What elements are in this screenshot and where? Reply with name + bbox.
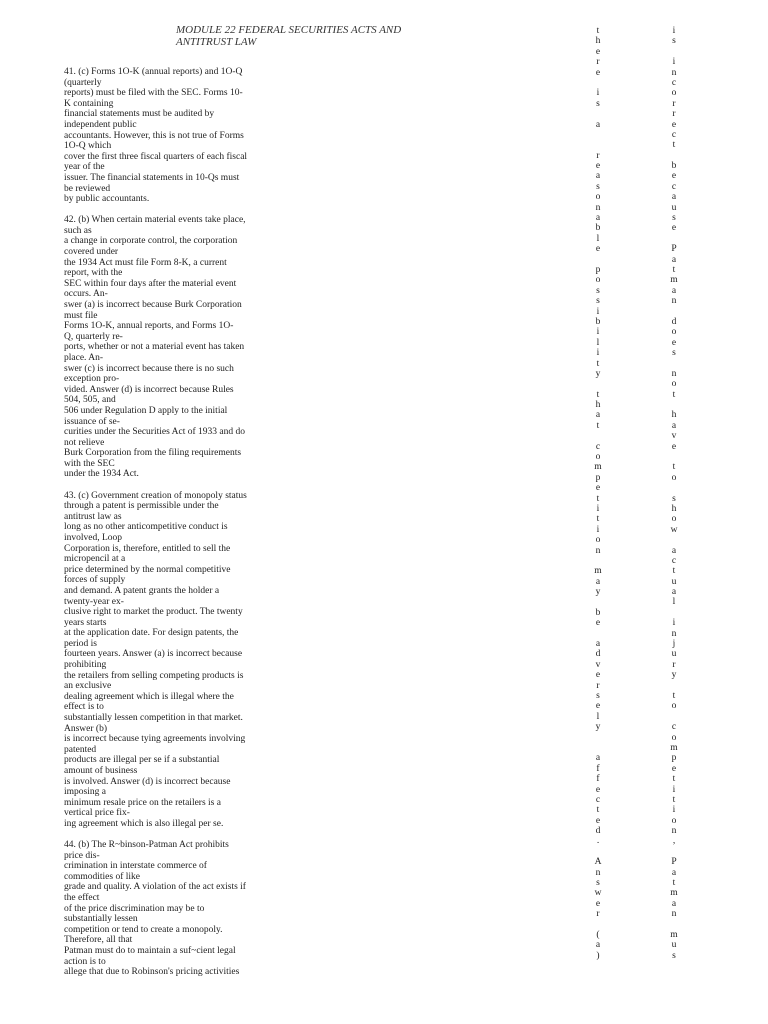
vertical-letter [667, 712, 681, 722]
vertical-letter: p [671, 753, 677, 764]
text-line: Therefore, all that [64, 935, 133, 946]
vertical-letter: t [672, 566, 676, 577]
vertical-letter: e [671, 337, 677, 348]
text-line: be reviewed [64, 183, 111, 194]
vertical-letter: e [595, 67, 601, 78]
vertical-letter: i [672, 57, 676, 68]
text-line: products are illegal per se if a substantial [64, 755, 220, 766]
vertical-letter: i [672, 784, 676, 795]
vertical-letter: o [671, 701, 677, 712]
text-line: must file [64, 310, 98, 321]
module-title-line-1: MODULE 22 FEDERAL SECURITIES ACTS AND [176, 24, 402, 36]
text-line: forces of supply [64, 575, 126, 586]
vertical-letter: m [670, 275, 678, 286]
vertical-letter: o [595, 452, 601, 463]
vertical-letter: h [671, 410, 677, 421]
vertical-letter: m [670, 929, 678, 940]
text-line: 44. (b) The R~binson-Patman Act prohibits [64, 840, 229, 851]
vertical-letter: n [671, 296, 677, 307]
vertical-letter [591, 733, 605, 743]
text-line: 41. (c) Forms 1O-K (annual reports) and 1O-Q [64, 67, 243, 77]
vertical-letter: t [672, 878, 676, 889]
text-line: minimum resale price on the retailers is a [64, 797, 221, 808]
vertical-letter: t [596, 358, 600, 369]
vertical-letter: n [595, 545, 601, 556]
vertical-letter [591, 431, 605, 441]
vertical-letter: s [596, 878, 600, 889]
vertical-letter: n [671, 826, 677, 837]
answer-42 [64, 215, 289, 480]
vertical-letter [667, 307, 681, 317]
answer-41 [64, 67, 289, 205]
vertical-letter: t [596, 420, 600, 431]
vertical-letter: a [595, 213, 601, 224]
vertical-letter: o [671, 514, 677, 525]
vertical-letter: v [671, 431, 677, 442]
text-line: covered under [64, 247, 119, 257]
text-line: with the SEC [64, 458, 115, 469]
text-line: through a patent is permissible under the [64, 501, 219, 512]
vertical-letter [591, 379, 605, 389]
vertical-letter: s [672, 213, 676, 224]
text-line: under the 1934 Act. [64, 469, 139, 480]
vertical-letter [591, 140, 605, 150]
vertical-letter: i [672, 26, 676, 36]
text-line: clusive right to market the product. The twenty [64, 607, 243, 618]
vertical-letter: n [671, 628, 677, 639]
text-line: is involved. Answer (d) is incorrect because [64, 776, 231, 787]
vertical-letter: t [672, 774, 676, 785]
vertical-letter: i [596, 88, 600, 99]
vertical-letter: m [670, 888, 678, 899]
vertical-letter: n [595, 867, 601, 878]
vertical-letter: c [671, 722, 677, 733]
vertical-letter: t [672, 140, 676, 151]
text-line: accountants. However, this is not true of Forms [64, 130, 244, 141]
vertical-letter: a [595, 171, 601, 182]
text-line: ports, whether or not a material event has taken [64, 342, 245, 353]
vertical-letter: P [671, 857, 677, 868]
vertical-letter: t [672, 264, 676, 275]
vertical-letter: o [595, 192, 601, 203]
vertical-letter [591, 743, 605, 753]
text-line: imposing a [64, 787, 106, 798]
vertical-letter: u [671, 940, 677, 951]
vertical-letter: r [672, 659, 676, 670]
text-line: is incorrect because tying agreements involving [64, 734, 246, 745]
vertical-letter: e [595, 815, 601, 826]
text-line: a change in corporate control, the corporation [64, 236, 238, 247]
vertical-letter: a [671, 587, 677, 598]
vertical-letter: o [671, 732, 677, 743]
text-line: issuer. The financial statements in 10-Qs must [64, 172, 240, 183]
text-line: occurs. An- [64, 289, 108, 300]
text-line: exception pro- [64, 374, 120, 385]
vertical-letter: s [596, 98, 600, 109]
vertical-letter [591, 847, 605, 857]
text-line: prohibiting [64, 660, 107, 671]
vertical-letter: s [596, 181, 600, 192]
vertical-letter [667, 47, 681, 57]
vertical-letter: e [595, 46, 601, 57]
text-line: price dis- [64, 850, 100, 861]
vertical-letter: i [596, 503, 600, 514]
vertical-letter: . [596, 836, 600, 847]
vertical-letter: i [596, 524, 600, 535]
vertical-letter: y [595, 587, 601, 598]
text-line: vertical price fix- [64, 808, 130, 819]
text-line: report, with the [64, 268, 123, 279]
text-line: crimination in interstate commerce of [64, 861, 207, 872]
vertical-letter: e [595, 161, 601, 172]
vertical-letter [591, 78, 605, 88]
vertical-letter: h [595, 36, 601, 47]
vertical-letter [591, 109, 605, 119]
vertical-letter: e [595, 483, 601, 494]
vertical-letter: P [671, 244, 677, 255]
vertical-letter [667, 535, 681, 545]
text-line: (quarterly [64, 77, 102, 88]
vertical-letter: m [670, 742, 678, 753]
vertical-letter [667, 920, 681, 930]
vertical-letter: a [595, 940, 601, 951]
vertical-letter: r [672, 98, 676, 109]
vertical-letter: e [671, 763, 677, 774]
vertical-letter: p [595, 472, 601, 483]
vertical-letter: y [595, 722, 601, 733]
vertical-letter: j [672, 639, 676, 650]
vertical-letter [667, 847, 681, 857]
vertical-letter: a [671, 192, 677, 203]
vertical-letter: b [595, 316, 601, 327]
vertical-letter [591, 130, 605, 140]
text-line: reports) must be filed with the SEC. Forms 10- [64, 88, 243, 99]
text-line: an exclusive [64, 681, 112, 692]
vertical-letter [667, 681, 681, 691]
text-line: the effect [64, 893, 100, 904]
text-line: competition or tend to create a monopoly. [64, 924, 223, 935]
text-line: Answer (b) [64, 723, 108, 734]
text-line: commodities of like [64, 871, 140, 882]
vertical-letter: o [671, 472, 677, 483]
vertical-letter: ) [596, 950, 600, 961]
vertical-letter: l [596, 233, 600, 244]
text-line: K containing [64, 98, 114, 109]
vertical-letter: m [594, 462, 602, 473]
vertical-letter: n [671, 909, 677, 920]
vertical-letter: l [672, 597, 676, 608]
vertical-letter: u [671, 576, 677, 587]
text-line: effect is to [64, 702, 104, 713]
text-line: vided. Answer (d) is incorrect because Rules [64, 384, 234, 395]
vertical-letter: c [671, 181, 677, 192]
vertical-letter [591, 556, 605, 566]
text-line: allege that due to Robinson's pricing activities [64, 967, 240, 978]
text-line: swer (a) is incorrect because Burk Corporation [64, 299, 242, 310]
vertical-letter [591, 920, 605, 930]
text-line: involved, Loop [64, 532, 123, 543]
vertical-letter: a [671, 545, 677, 556]
module-header [176, 24, 476, 48]
text-line: Q, quarterly re- [64, 331, 123, 342]
vertical-letter: b [595, 607, 601, 618]
vertical-letter [667, 359, 681, 369]
text-line: the retailers from selling competing products is [64, 670, 244, 681]
vertical-letter: i [596, 348, 600, 359]
vertical-letter: s [596, 285, 600, 296]
vertical-letter: t [672, 691, 676, 701]
text-line: 506 under Regulation D apply to the initial [64, 405, 228, 416]
text-line: fourteen years. Answer (a) is incorrect because [64, 649, 243, 660]
answer-44 [64, 840, 289, 978]
vertical-letter: f [596, 763, 600, 774]
text-line: Patman must do to maintain a suf~cient legal [64, 946, 236, 956]
text-line: Corporation is, therefore, entitled to sell the [64, 543, 231, 554]
vertical-letter: e [595, 701, 601, 712]
text-line: SEC within four days after the material event [64, 278, 237, 289]
text-line: and demand. A patent grants the holder a [64, 585, 220, 596]
answer-text-column [64, 67, 289, 988]
vertical-letter: a [671, 420, 677, 431]
vertical-letter: t [672, 462, 676, 473]
vertical-letter: p [595, 264, 601, 275]
vertical-letter: r [596, 57, 600, 68]
vertical-letter: h [595, 400, 601, 411]
vertical-letter: e [595, 670, 601, 681]
text-line: Burk Corporation from the filing requirements [64, 448, 242, 459]
vertical-letter: e [671, 119, 677, 130]
text-line: financial statements must be audited by [64, 109, 215, 120]
vertical-letter: o [671, 379, 677, 390]
vertical-letter: s [672, 348, 676, 359]
vertical-letter: n [595, 202, 601, 213]
vertical-letter [667, 452, 681, 462]
text-line: such as [64, 225, 92, 236]
vertical-letter: f [596, 774, 600, 785]
vertical-letter: l [596, 711, 600, 722]
vertical-letter: e [595, 618, 601, 629]
vertical-letter: a [671, 254, 677, 265]
text-line: swer (c) is incorrect because there is no such [64, 363, 234, 374]
text-line: 504, 505, and [64, 395, 116, 406]
text-line: place. An- [64, 352, 104, 363]
vertical-letter: s [596, 296, 600, 307]
vertical-letter: n [671, 368, 677, 379]
vertical-letter: r [596, 680, 600, 691]
vertical-letter: u [671, 649, 677, 660]
text-line: antitrust law as [64, 511, 122, 522]
vertical-letter: w [670, 524, 678, 535]
text-line: cover the first three fiscal quarters of each fiscal [64, 151, 248, 162]
text-line: years starts [64, 617, 107, 628]
vertical-letter: A [594, 857, 602, 868]
text-line: price determined by the normal competitive [64, 564, 231, 575]
vertical-letter: s [672, 950, 676, 961]
vertical-letter: l [596, 337, 600, 348]
text-line: micropencil at a [64, 554, 126, 565]
vertical-letter: t [672, 794, 676, 805]
text-line: 42. (b) When certain material events take place, [64, 215, 246, 226]
vertical-letter: a [671, 285, 677, 296]
text-line: grade and quality. A violation of the act exists if [64, 882, 246, 893]
vertical-letter: a [595, 410, 601, 421]
vertical-letter: h [671, 503, 677, 514]
vertical-letter: r [596, 909, 600, 920]
vertical-letter: a [595, 639, 601, 650]
text-line: dealing agreement which is illegal where the [64, 691, 234, 702]
text-line: action is to [64, 956, 106, 967]
vertical-letter [667, 483, 681, 493]
vertical-letter: d [595, 649, 601, 660]
vertical-letter: d [671, 316, 677, 327]
vertical-letter: y [671, 670, 677, 681]
text-line: long as no other anticompetitive conduct is [64, 522, 228, 533]
vertical-letter: a [595, 753, 601, 764]
text-line: curities under the Securities Act of 1933 and do [64, 427, 245, 438]
vertical-letter: a [595, 576, 601, 587]
module-title-line-2: ANTITRUST LAW [176, 36, 257, 48]
vertical-letter: e [671, 171, 677, 182]
vertical-letter: e [671, 223, 677, 234]
vertical-letter: o [595, 275, 601, 286]
vertical-letter: b [671, 161, 677, 172]
text-line: substantially lessen competition in that market. [64, 713, 243, 724]
vertical-letter: i [672, 618, 676, 629]
text-line: not relieve [64, 437, 105, 448]
vertical-text-column-1 [591, 26, 605, 961]
vertical-letter: c [671, 129, 677, 140]
vertical-letter: b [595, 223, 601, 234]
vertical-letter: i [672, 805, 676, 816]
vertical-letter [591, 255, 605, 265]
text-line: Forms 1O-K, annual reports, and Forms 1O- [64, 321, 234, 332]
vertical-letter: t [596, 805, 600, 816]
vertical-letter [667, 151, 681, 161]
vertical-letter: t [596, 493, 600, 504]
vertical-letter: i [596, 306, 600, 317]
vertical-letter: s [672, 493, 676, 504]
vertical-letter: s [596, 691, 600, 701]
vertical-letter: c [595, 794, 601, 805]
text-line: patented [64, 744, 97, 755]
vertical-letter: c [671, 555, 677, 566]
text-line: amount of business [64, 766, 138, 776]
vertical-letter: t [672, 389, 676, 400]
vertical-letter: t [596, 514, 600, 525]
vertical-letter: o [595, 535, 601, 546]
vertical-letter: u [671, 202, 677, 213]
vertical-letter: c [595, 441, 601, 452]
vertical-letter [591, 629, 605, 639]
text-line: by public accountants. [64, 194, 150, 205]
text-line: period is [64, 638, 97, 649]
text-line: at the application date. For design patents, the [64, 628, 239, 639]
text-line: twenty-year ex- [64, 596, 124, 607]
vertical-letter: n [671, 67, 677, 78]
vertical-letter: c [671, 77, 677, 88]
vertical-letter: r [672, 109, 676, 120]
vertical-letter [667, 400, 681, 410]
vertical-letter: e [595, 898, 601, 909]
vertical-letter: m [594, 566, 602, 577]
text-line: of the price discrimination may be to [64, 903, 205, 914]
vertical-letter: y [595, 368, 601, 379]
vertical-letter: i [596, 327, 600, 338]
vertical-letter: o [671, 88, 677, 99]
vertical-letter: r [596, 150, 600, 161]
vertical-letter: o [671, 815, 677, 826]
text-line: the 1934 Act must file Form 8-K, a current [64, 257, 227, 268]
text-line: substantially lessen [64, 914, 138, 925]
vertical-letter: ( [596, 929, 600, 940]
text-line: independent public [64, 119, 137, 130]
vertical-letter: , [672, 836, 676, 847]
text-line: 1O-Q which [64, 141, 112, 152]
vertical-letter: d [595, 826, 601, 837]
vertical-letter: w [594, 888, 602, 899]
vertical-letter: s [672, 36, 676, 47]
answer-43 [64, 491, 289, 830]
vertical-letter: t [596, 389, 600, 400]
vertical-letter [591, 597, 605, 607]
vertical-letter: v [595, 659, 601, 670]
vertical-letter: a [595, 119, 601, 130]
vertical-text-column-2 [667, 26, 681, 961]
text-line: issuance of se- [64, 416, 120, 427]
text-line: ing agreement which is also illegal per se. [64, 818, 224, 829]
text-line: 43. (c) Government creation of monopoly status [64, 490, 247, 501]
vertical-letter: e [671, 441, 677, 452]
vertical-letter [667, 608, 681, 618]
vertical-letter: e [595, 244, 601, 255]
vertical-letter: a [671, 898, 677, 909]
vertical-letter: a [671, 867, 677, 878]
vertical-letter: e [595, 784, 601, 795]
text-line: year of the [64, 162, 105, 173]
vertical-letter: t [596, 26, 600, 36]
vertical-letter: o [671, 327, 677, 338]
vertical-letter [667, 234, 681, 244]
